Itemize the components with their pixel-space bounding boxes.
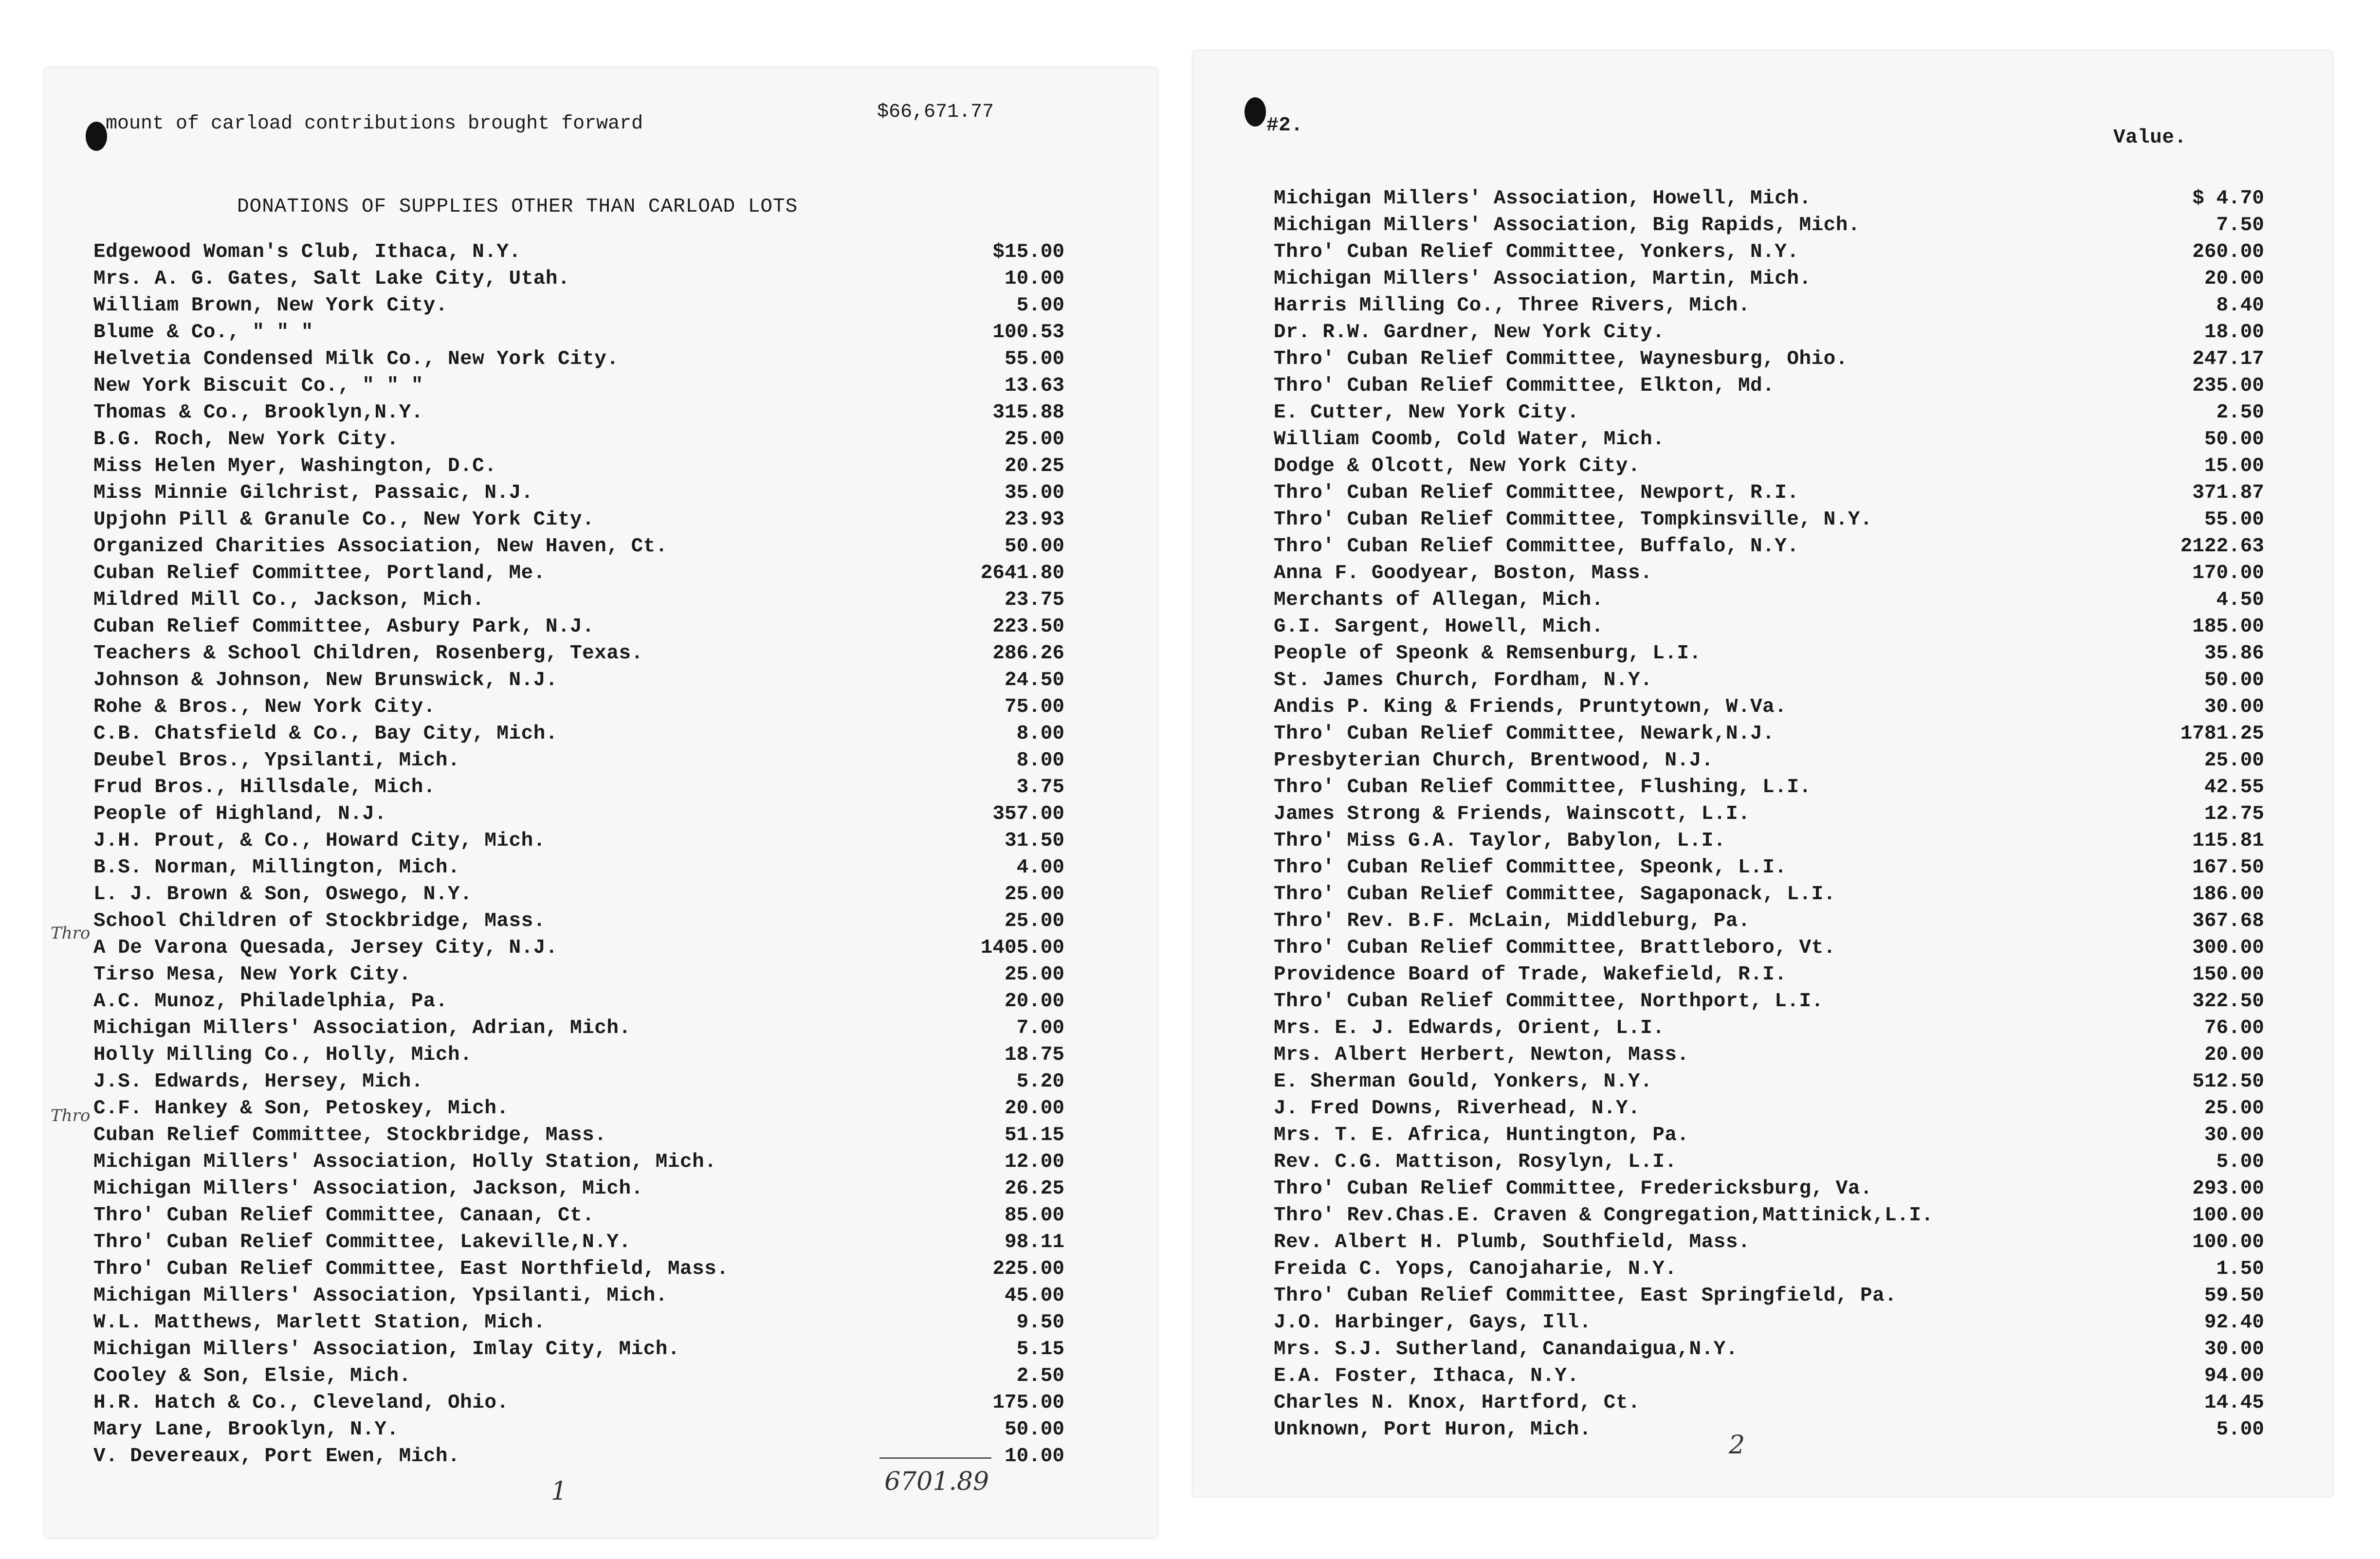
donation-amount: 235.00	[2192, 375, 2264, 397]
donation-donor: Upjohn Pill & Granule Co., New York City.	[93, 508, 595, 531]
brought-forward-amount: $66,671.77	[877, 101, 994, 123]
donation-donor: Edgewood Woman's Club, Ithaca, N.Y.	[93, 241, 521, 263]
donation-donor: New York Biscuit Co., " " "	[93, 375, 423, 397]
donation-amount: 18.00	[2204, 321, 2264, 344]
donation-amount: 23.75	[1004, 589, 1064, 611]
donation-amount: 20.00	[2204, 1044, 2264, 1066]
donation-donor: Thro' Miss G.A. Taylor, Babylon, L.I.	[1274, 830, 1726, 852]
donation-amount: 260.00	[2192, 241, 2264, 263]
donation-amount: 3.75	[1016, 776, 1064, 798]
donation-amount: 5.00	[2216, 1418, 2264, 1441]
donation-amount: 20.00	[2204, 268, 2264, 290]
donation-donor: Rohe & Bros., New York City.	[93, 696, 436, 718]
donation-donor: Michigan Millers' Association, Holly Station, Mich.	[93, 1151, 717, 1173]
donation-donor: Merchants of Allegan, Mich.	[1274, 589, 1604, 611]
donation-amount: 115.81	[2192, 830, 2264, 852]
donation-amount: 4.00	[1016, 856, 1064, 879]
donation-donor: B.G. Roch, New York City.	[93, 428, 399, 451]
donation-amount: 225.00	[992, 1258, 1064, 1280]
donation-donor: Thro' Cuban Relief Committee, Fredericksburg, Va.	[1274, 1178, 1873, 1200]
donation-donor: E. Sherman Gould, Yonkers, N.Y.	[1274, 1070, 1653, 1093]
donation-amount: 30.00	[2204, 1124, 2264, 1146]
donation-amount: 30.00	[2204, 696, 2264, 718]
donation-donor: Mrs. S.J. Sutherland, Canandaigua,N.Y.	[1274, 1338, 1738, 1360]
donation-donor: Thro' Cuban Relief Committee, Brattleboro, Vt.	[1274, 937, 1836, 959]
donation-donor: Thro' Rev.Chas.E. Craven & Congregation,Mattinick,L.I.	[1274, 1204, 1934, 1227]
donation-donor: Unknown, Port Huron, Mich.	[1274, 1418, 1592, 1441]
donation-amount: 31.50	[1004, 830, 1064, 852]
donation-amount: 50.00	[2204, 669, 2264, 691]
donation-donor: St. James Church, Fordham, N.Y.	[1274, 669, 1653, 691]
donation-amount: 75.00	[1004, 696, 1064, 718]
donation-donor: Thro' Cuban Relief Committee, Speonk, L.I.	[1274, 856, 1787, 879]
donation-amount: $15.00	[992, 241, 1064, 263]
donation-donor: Thro' Cuban Relief Committee, Sagaponack, L.I.	[1274, 883, 1836, 906]
donation-donor: V. Devereaux, Port Ewen, Mich.	[93, 1445, 460, 1468]
donation-amount: 18.75	[1004, 1044, 1064, 1066]
donation-donor: Frud Bros., Hillsdale, Mich.	[93, 776, 436, 798]
donation-donor: People of Speonk & Remsenburg, L.I.	[1274, 642, 1702, 665]
brought-forward-label: mount of carload contributions brought forward	[106, 113, 643, 135]
donation-amount: 26.25	[1004, 1178, 1064, 1200]
donation-amount: 25.00	[2204, 1097, 2264, 1120]
donation-donor: Johnson & Johnson, New Brunswick, N.J.	[93, 669, 558, 691]
donation-amount: 20.25	[1004, 455, 1064, 477]
donation-donor: Dodge & Olcott, New York City.	[1274, 455, 1641, 477]
donation-amount: 5.00	[2216, 1151, 2264, 1173]
page-number: 1	[551, 1477, 568, 1506]
donation-amount: 15.00	[2204, 455, 2264, 477]
donation-amount: 9.50	[1016, 1311, 1064, 1334]
donation-amount: 98.11	[1004, 1231, 1064, 1253]
donation-donor: C.F. Hankey & Son, Petoskey, Mich.	[93, 1097, 509, 1120]
donation-amount: 367.68	[2192, 910, 2264, 932]
donation-donor: Cuban Relief Committee, Asbury Park, N.J.	[93, 616, 595, 638]
right-ledger-page	[1193, 51, 2332, 1496]
donation-amount: 7.00	[1016, 1017, 1064, 1039]
donation-donor: A.C. Munoz, Philadelphia, Pa.	[93, 990, 448, 1013]
donation-amount: 20.00	[1004, 990, 1064, 1013]
donation-amount: 25.00	[1004, 963, 1064, 986]
donation-donor: Michigan Millers' Association, Big Rapids, Mich.	[1274, 214, 1860, 236]
donation-amount: 30.00	[2204, 1338, 2264, 1360]
margin-note-thro: Thro	[51, 924, 91, 943]
donation-amount: 1.50	[2216, 1258, 2264, 1280]
donation-donor: Thro' Cuban Relief Committee, Buffalo, N.Y.	[1274, 535, 1799, 558]
donation-donor: Mary Lane, Brooklyn, N.Y.	[93, 1418, 399, 1441]
donation-donor: Thro' Cuban Relief Committee, East Springfield, Pa.	[1274, 1285, 1897, 1307]
donation-donor: Andis P. King & Friends, Pruntytown, W.Va.	[1274, 696, 1787, 718]
donation-amount: 94.00	[2204, 1365, 2264, 1387]
donation-donor: Michigan Millers' Association, Imlay City, Mich.	[93, 1338, 680, 1360]
donation-donor: Cuban Relief Committee, Portland, Me.	[93, 562, 546, 584]
donation-amount: 85.00	[1004, 1204, 1064, 1227]
donation-donor: Thro' Cuban Relief Committee, Waynesburg, Ohio.	[1274, 348, 1848, 370]
donation-donor: E. Cutter, New York City.	[1274, 401, 1579, 424]
donation-amount: 100.53	[992, 321, 1064, 344]
donation-donor: Charles N. Knox, Hartford, Ct.	[1274, 1392, 1641, 1414]
donation-donor: Thro' Rev. B.F. McLain, Middleburg, Pa.	[1274, 910, 1751, 932]
donation-amount: 13.63	[1004, 375, 1064, 397]
donation-amount: 185.00	[2192, 616, 2264, 638]
donation-amount: 7.50	[2216, 214, 2264, 236]
donation-donor: Miss Helen Myer, Washington, D.C.	[93, 455, 497, 477]
donation-donor: Rev. C.G. Mattison, Rosylyn, L.I.	[1274, 1151, 1677, 1173]
donation-amount: 50.00	[2204, 428, 2264, 451]
donation-donor: William Brown, New York City.	[93, 294, 448, 317]
donation-amount: 51.15	[1004, 1124, 1064, 1146]
donation-donor: H.R. Hatch & Co., Cleveland, Ohio.	[93, 1392, 509, 1414]
donation-donor: Michigan Millers' Association, Jackson, Mich.	[93, 1178, 643, 1200]
donation-donor: Freida C. Yops, Canojaharie, N.Y.	[1274, 1258, 1677, 1280]
donation-donor: J.O. Harbinger, Gays, Ill.	[1274, 1311, 1592, 1334]
donation-amount: 25.00	[1004, 910, 1064, 932]
donation-amount: 2122.63	[2180, 535, 2264, 558]
donation-amount: 25.00	[2204, 749, 2264, 772]
ink-blot	[1245, 97, 1266, 127]
donation-donor: Harris Milling Co., Three Rivers, Mich.	[1274, 294, 1751, 317]
donation-donor: W.L. Matthews, Marlett Station, Mich.	[93, 1311, 546, 1334]
donation-amount: 371.87	[2192, 482, 2264, 504]
donation-amount: 8.00	[1016, 723, 1064, 745]
donation-donor: Michigan Millers' Association, Howell, Mich.	[1274, 187, 1812, 210]
left-ledger-page	[45, 68, 1157, 1538]
donation-amount: 25.00	[1004, 428, 1064, 451]
donation-donor: Presbyterian Church, Brentwood, N.J.	[1274, 749, 1714, 772]
donation-donor: Miss Minnie Gilchrist, Passaic, N.J.	[93, 482, 533, 504]
donation-amount: 14.45	[2204, 1392, 2264, 1414]
donation-amount: 55.00	[2204, 508, 2264, 531]
donation-amount: 4.50	[2216, 589, 2264, 611]
donation-amount: 8.40	[2216, 294, 2264, 317]
donation-donor: L. J. Brown & Son, Oswego, N.Y.	[93, 883, 473, 906]
donation-amount: 315.88	[992, 401, 1064, 424]
donation-donor: Helvetia Condensed Milk Co., New York City.	[93, 348, 619, 370]
donation-donor: Teachers & School Children, Rosenberg, Texas.	[93, 642, 643, 665]
donation-amount: 100.00	[2192, 1231, 2264, 1253]
donation-amount: 223.50	[992, 616, 1064, 638]
donation-donor: J. Fred Downs, Riverhead, N.Y.	[1274, 1097, 1641, 1120]
donation-donor: William Coomb, Cold Water, Mich.	[1274, 428, 1665, 451]
donation-amount: 10.00	[1004, 1445, 1064, 1468]
donation-amount: 175.00	[992, 1392, 1064, 1414]
donation-donor: Holly Milling Co., Holly, Mich.	[93, 1044, 473, 1066]
donation-donor: Thro' Cuban Relief Committee, Tompkinsville, N.Y.	[1274, 508, 1873, 531]
page-label: #2.	[1266, 114, 1303, 137]
donation-amount: 25.00	[1004, 883, 1064, 906]
donation-donor: E.A. Foster, Ithaca, N.Y.	[1274, 1365, 1579, 1387]
donation-donor: Providence Board of Trade, Wakefield, R.I.	[1274, 963, 1787, 986]
donation-amount: 42.55	[2204, 776, 2264, 798]
donation-donor: School Children of Stockbridge, Mass.	[93, 910, 546, 932]
donation-amount: 45.00	[1004, 1285, 1064, 1307]
page-heading: DONATIONS OF SUPPLIES OTHER THAN CARLOAD LOTS	[237, 196, 798, 218]
donation-donor: Thro' Cuban Relief Committee, Yonkers, N.Y.	[1274, 241, 1799, 263]
donation-donor: J.S. Edwards, Hersey, Mich.	[93, 1070, 423, 1093]
donation-donor: Michigan Millers' Association, Ypsilanti, Mich.	[93, 1285, 668, 1307]
donation-donor: Thro' Cuban Relief Committee, Lakeville,N.Y.	[93, 1231, 631, 1253]
donation-amount: 35.86	[2204, 642, 2264, 665]
donation-donor: Tirso Mesa, New York City.	[93, 963, 411, 986]
total-rule	[879, 1457, 991, 1459]
donation-amount: 322.50	[2192, 990, 2264, 1013]
donation-amount: 100.00	[2192, 1204, 2264, 1227]
donation-amount: 76.00	[2204, 1017, 2264, 1039]
donation-donor: Thomas & Co., Brooklyn,N.Y.	[93, 401, 423, 424]
donation-amount: 12.00	[1004, 1151, 1064, 1173]
donation-donor: Deubel Bros., Ypsilanti, Mich.	[93, 749, 460, 772]
donation-donor: G.I. Sargent, Howell, Mich.	[1274, 616, 1604, 638]
donation-donor: Thro' Cuban Relief Committee, Elkton, Md.	[1274, 375, 1775, 397]
donation-donor: James Strong & Friends, Wainscott, L.I.	[1274, 803, 1751, 825]
donation-donor: Rev. Albert H. Plumb, Southfield, Mass.	[1274, 1231, 1751, 1253]
donation-donor: Thro' Cuban Relief Committee, Northport, L.I.	[1274, 990, 1824, 1013]
donation-amount: 12.75	[2204, 803, 2264, 825]
donation-amount: 357.00	[992, 803, 1064, 825]
donation-donor: Cuban Relief Committee, Stockbridge, Mass.	[93, 1124, 607, 1146]
donation-amount: 50.00	[1004, 535, 1064, 558]
donation-amount: 2641.80	[980, 562, 1064, 584]
page-number: 2	[1729, 1431, 1745, 1460]
donation-amount: $ 4.70	[2192, 187, 2264, 210]
donation-donor: Thro' Cuban Relief Committee, Flushing, L.I.	[1274, 776, 1812, 798]
donation-amount: 10.00	[1004, 268, 1064, 290]
donation-amount: 1405.00	[980, 937, 1064, 959]
donation-amount: 20.00	[1004, 1097, 1064, 1120]
donation-donor: C.B. Chatsfield & Co., Bay City, Mich.	[93, 723, 558, 745]
donation-donor: Thro' Cuban Relief Committee, East Northfield, Mass.	[93, 1258, 729, 1280]
donation-amount: 167.50	[2192, 856, 2264, 879]
donation-amount: 300.00	[2192, 937, 2264, 959]
donation-amount: 55.00	[1004, 348, 1064, 370]
donation-donor: Blume & Co., " " "	[93, 321, 313, 344]
donation-amount: 150.00	[2192, 963, 2264, 986]
donation-amount: 247.17	[2192, 348, 2264, 370]
donation-donor: Mrs. T. E. Africa, Huntington, Pa.	[1274, 1124, 1689, 1146]
donation-donor: J.H. Prout, & Co., Howard City, Mich.	[93, 830, 546, 852]
donation-donor: Mrs. E. J. Edwards, Orient, L.I.	[1274, 1017, 1665, 1039]
donation-donor: Thro' Cuban Relief Committee, Newport, R.I.	[1274, 482, 1799, 504]
ink-blot	[86, 122, 107, 151]
donation-amount: 50.00	[1004, 1418, 1064, 1441]
margin-note-thro: Thro	[51, 1106, 91, 1125]
donation-amount: 92.40	[2204, 1311, 2264, 1334]
donation-donor: Thro' Cuban Relief Committee, Canaan, Ct.	[93, 1204, 595, 1227]
donation-amount: 286.26	[992, 642, 1064, 665]
donation-amount: 293.00	[2192, 1178, 2264, 1200]
donation-donor: Anna F. Goodyear, Boston, Mass.	[1274, 562, 1653, 584]
donation-donor: Thro' Cuban Relief Committee, Newark,N.J.	[1274, 723, 1775, 745]
donation-amount: 2.50	[1016, 1365, 1064, 1387]
donation-donor: Mildred Mill Co., Jackson, Mich.	[93, 589, 485, 611]
donation-amount: 23.93	[1004, 508, 1064, 531]
donation-amount: 2.50	[2216, 401, 2264, 424]
donation-donor: Mrs. A. G. Gates, Salt Lake City, Utah.	[93, 268, 570, 290]
donation-donor: B.S. Norman, Millington, Mich.	[93, 856, 460, 879]
donation-amount: 1781.25	[2180, 723, 2264, 745]
donation-amount: 8.00	[1016, 749, 1064, 772]
donation-amount: 35.00	[1004, 482, 1064, 504]
donation-donor: Mrs. Albert Herbert, Newton, Mass.	[1274, 1044, 1689, 1066]
donation-donor: Michigan Millers' Association, Adrian, Mich.	[93, 1017, 631, 1039]
donation-amount: 170.00	[2192, 562, 2264, 584]
donation-amount: 5.15	[1016, 1338, 1064, 1360]
donation-donor: Organized Charities Association, New Haven, Ct.	[93, 535, 668, 558]
donation-donor: A De Varona Quesada, Jersey City, N.J.	[93, 937, 558, 959]
donation-amount: 512.50	[2192, 1070, 2264, 1093]
donation-donor: Cooley & Son, Elsie, Mich.	[93, 1365, 411, 1387]
donation-amount: 24.50	[1004, 669, 1064, 691]
donation-amount: 186.00	[2192, 883, 2264, 906]
donation-amount: 59.50	[2204, 1285, 2264, 1307]
donation-donor: Dr. R.W. Gardner, New York City.	[1274, 321, 1665, 344]
donation-amount: 5.20	[1016, 1070, 1064, 1093]
handwritten-total: 6701.89	[884, 1467, 989, 1496]
value-column-header: Value.	[2113, 127, 2187, 149]
donation-donor: Michigan Millers' Association, Martin, Mich.	[1274, 268, 1812, 290]
donation-amount: 5.00	[1016, 294, 1064, 317]
donation-donor: People of Highland, N.J.	[93, 803, 387, 825]
